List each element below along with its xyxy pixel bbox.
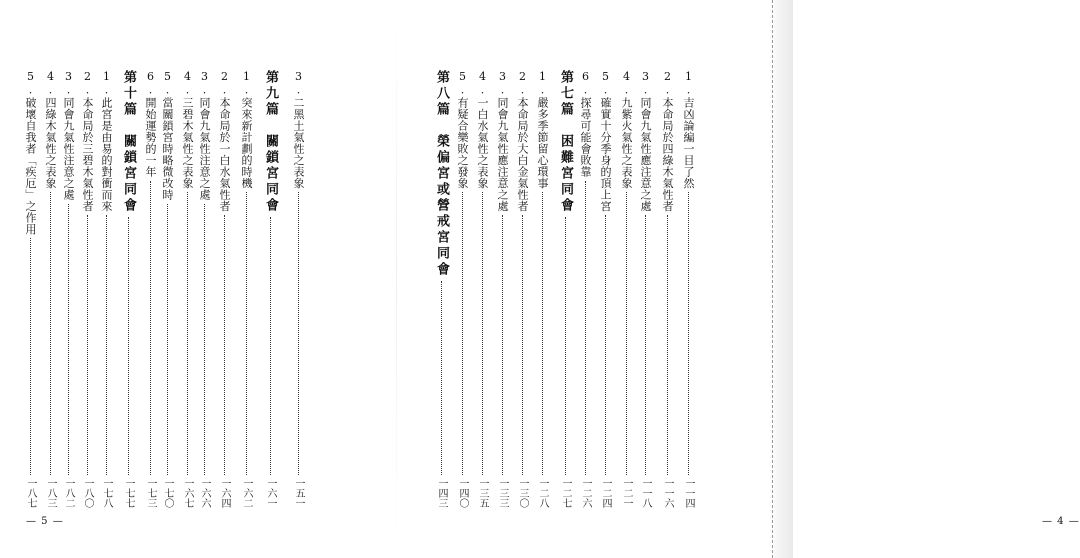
toc-entry-column <box>659 70 675 508</box>
toc-dot-leader <box>204 204 205 476</box>
toc-page-number: 一二一 <box>621 478 632 508</box>
toc-entry-title: 4.一白水氣性之表象 <box>476 70 489 189</box>
toc-page-number: 一六二 <box>241 478 252 508</box>
toc-entry-title: 6.開始運勢的一年 <box>144 70 157 178</box>
toc-entry-column <box>514 70 530 508</box>
toc-entry-title: 3.同會九氣性注意之處 <box>198 70 211 201</box>
toc-entry-title: 1.突來新計劃的時機 <box>240 70 253 189</box>
toc-dot-leader <box>224 215 225 475</box>
page-edge-line <box>772 0 773 558</box>
toc-page-number: 一二四 <box>600 478 611 508</box>
toc-page-number: 一七〇 <box>162 478 173 508</box>
toc-entry-column <box>142 70 158 508</box>
toc-entry-column <box>618 70 634 508</box>
toc-entry-title: 2.本命局於大白金氣性者 <box>516 70 529 212</box>
toc-page-number: 一四〇 <box>457 478 468 508</box>
toc-entry-column <box>216 70 232 508</box>
toc-chapter-title: 第十篇 關鎖宮同會 <box>121 70 136 214</box>
toc-dot-leader <box>585 181 586 476</box>
toc-entry-title: 3.同會九氣性注意之處 <box>62 70 75 201</box>
toc-entry-title: 4.九紫火氣性之表象 <box>620 70 633 189</box>
toc-entry-title: 5.確實十分季身的頂上宮 <box>599 70 612 212</box>
toc-chapter-column <box>262 70 278 508</box>
toc-entry-column <box>98 70 114 508</box>
toc-entry-title: 2.本命局於三碧木氣性者 <box>81 70 94 212</box>
toc-chapter-column <box>433 70 449 508</box>
toc-page-number: 一七八 <box>101 478 112 508</box>
toc-entry-title: 4.四綠木氣性之表象 <box>44 70 57 189</box>
toc-entry-column <box>637 70 653 508</box>
toc-dot-leader <box>30 238 31 475</box>
toc-entry-column <box>179 70 195 508</box>
toc-page-number: 一六六 <box>199 478 210 508</box>
toc-entry-column <box>238 70 254 508</box>
toc-dot-leader <box>688 192 689 475</box>
toc-entry-title: 6.探尋可能會敗靠 <box>579 70 592 178</box>
toc-chapter-title: 第八篇 榮偏宮或營戒宮同會 <box>434 70 449 278</box>
toc-entry-title: 1.嚴多季節留心環事 <box>536 70 549 189</box>
toc-dot-leader <box>462 192 463 475</box>
toc-entry-column <box>577 70 593 508</box>
toc-entry-column <box>22 70 38 508</box>
toc-entry-column <box>196 70 212 508</box>
toc-entry-title: 3.同會九氣性應注意之處 <box>639 70 652 212</box>
toc-page-number: 一二七 <box>560 478 571 508</box>
toc-page-number: 一二八 <box>537 478 548 508</box>
toc-dot-leader <box>68 204 69 476</box>
toc-dot-leader <box>667 215 668 475</box>
toc-dot-leader <box>441 281 442 475</box>
toc-dot-leader <box>482 192 483 475</box>
toc-page-number: 一五一 <box>293 478 304 508</box>
toc-page-number: 一一八 <box>640 478 651 508</box>
toc-entry-title: 4.三碧木氣性之表象 <box>181 70 194 189</box>
toc-chapter-title: 第九篇 關鎖宮同會 <box>263 70 278 214</box>
toc-dot-leader <box>128 217 129 475</box>
toc-entry-column <box>42 70 58 508</box>
toc-chapter-column <box>557 70 573 508</box>
toc-page-number: 一七七 <box>123 478 134 508</box>
toc-dot-leader <box>298 192 299 475</box>
toc-entry-title: 5.破壞自我者「疾厄」之作用 <box>24 70 37 235</box>
toc-dot-leader <box>50 192 51 475</box>
toc-page-number: 一三五 <box>477 478 488 508</box>
toc-entry-title: 1.此宮是由易的對衝而來 <box>100 70 113 212</box>
toc-page-number: 一二六 <box>580 478 591 508</box>
toc-entry-title: 2.本命局於一白水氣性者 <box>218 70 231 212</box>
toc-page-number: 一六一 <box>265 478 276 508</box>
toc-entry-title: 3.同會九氣性應注意之處 <box>496 70 509 212</box>
toc-page-number: 一三〇 <box>517 478 528 508</box>
toc-entry-column <box>290 70 306 508</box>
toc-chapter-column <box>120 70 136 508</box>
toc-entry-column <box>494 70 510 508</box>
toc-entry-column <box>534 70 550 508</box>
toc-dot-leader <box>87 215 88 475</box>
toc-entry-column <box>680 70 696 508</box>
toc-page-number: 一八七 <box>25 478 36 508</box>
toc-page-number: 一八二 <box>63 478 74 508</box>
page-edge-shadow <box>770 0 793 558</box>
toc-dot-leader <box>626 192 627 475</box>
toc-page-number: 一三三 <box>497 478 508 508</box>
toc-entry-title: 3.二黑土氣性之表象 <box>292 70 305 189</box>
left-page <box>0 0 396 558</box>
toc-dot-leader <box>645 215 646 475</box>
toc-dot-leader <box>522 215 523 475</box>
toc-page-number: 一八〇 <box>82 478 93 508</box>
toc-entry-title: 5.有疑合樂敗之發象 <box>456 70 469 189</box>
toc-dot-leader <box>187 192 188 475</box>
toc-entry-column <box>474 70 490 508</box>
toc-dot-leader <box>150 181 151 476</box>
toc-entry-column <box>60 70 76 508</box>
toc-dot-leader <box>565 217 566 475</box>
toc-dot-leader <box>270 217 271 475</box>
toc-page-number: 一一四 <box>683 478 694 508</box>
toc-entry-title: 5.當關鎖宮時略微改時 <box>161 70 174 201</box>
toc-page-number: 一七三 <box>145 478 156 508</box>
toc-dot-leader <box>502 215 503 475</box>
toc-page-number: 一一六 <box>662 478 673 508</box>
toc-page-number: 一六七 <box>182 478 193 508</box>
toc-entry-column <box>79 70 95 508</box>
toc-chapter-title: 第七篇 困難宮同會 <box>558 70 573 214</box>
toc-entry-title: 2.本命局於四綠木氣性者 <box>661 70 674 212</box>
left-page-folio: — 5 — <box>26 516 64 527</box>
toc-dot-leader <box>542 192 543 475</box>
toc-dot-leader <box>605 215 606 475</box>
toc-dot-leader <box>106 215 107 475</box>
toc-dot-leader <box>246 192 247 475</box>
toc-entry-column <box>159 70 175 508</box>
toc-page-number: 一四三 <box>436 478 447 508</box>
toc-entry-column <box>597 70 613 508</box>
right-page <box>397 0 1080 558</box>
toc-page-number: 一六四 <box>219 478 230 508</box>
right-page-folio: — 4 — <box>1042 516 1080 527</box>
toc-entry-column <box>454 70 470 508</box>
toc-entry-title: 1.吉凶論編一目了然 <box>682 70 695 189</box>
toc-page-number: 一八三 <box>45 478 56 508</box>
toc-dot-leader <box>167 204 168 476</box>
